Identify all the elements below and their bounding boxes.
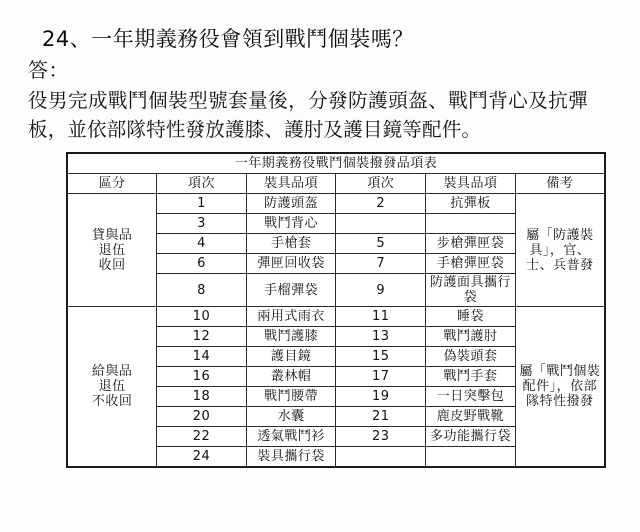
answer-label: 答： — [28, 58, 69, 82]
cell-num-1: 18 — [157, 387, 247, 407]
cell-num-2: 19 — [336, 387, 426, 407]
header-item-1: 裝具品項 — [246, 174, 336, 194]
cell-num-2: 9 — [336, 274, 426, 307]
cell-num-1: 24 — [157, 447, 247, 468]
cell-num-1: 6 — [157, 254, 247, 274]
cell-item-1: 手槍套 — [246, 234, 336, 254]
cell-num-2: 2 — [336, 194, 426, 214]
header-remark: 備考 — [515, 174, 605, 194]
question-heading: 24、一年期義務役會領到戰鬥個裝嗎？ — [42, 27, 414, 51]
group-label: 給與品 退伍 不收回 — [67, 307, 157, 468]
cell-num-2: 13 — [336, 327, 426, 347]
cell-item-2: 手槍彈匣袋 — [426, 254, 516, 274]
cell-num-2: 15 — [336, 347, 426, 367]
group-remark: 屬「戰鬥個裝配件」，依部隊特性撥發 — [515, 307, 605, 468]
cell-item-2: 鹿皮野戰靴 — [426, 407, 516, 427]
cell-item-1: 透氣戰鬥衫 — [246, 427, 336, 447]
cell-item-1: 叢林帽 — [246, 367, 336, 387]
kit-table — [66, 152, 606, 468]
table-row — [67, 307, 605, 327]
cell-item-1: 水囊 — [246, 407, 336, 427]
header-num-2: 項次 — [336, 174, 426, 194]
cell-item-2: 一日突擊包 — [426, 387, 516, 407]
cell-item-1: 防護頭盔 — [246, 194, 336, 214]
cell-item-2: 睡袋 — [426, 307, 516, 327]
cell-item-2: 多功能攜行袋 — [426, 427, 516, 447]
cell-item-2: 防護面具攜行袋 — [426, 274, 516, 307]
cell-num-1: 1 — [157, 194, 247, 214]
table-row — [67, 194, 605, 214]
cell-item-2: 步槍彈匣袋 — [426, 234, 516, 254]
cell-item-1: 手榴彈袋 — [246, 274, 336, 307]
cell-num-1: 20 — [157, 407, 247, 427]
cell-item-1: 裝具攜行袋 — [246, 447, 336, 468]
kit-table-wrapper — [66, 152, 606, 468]
cell-num-1: 8 — [157, 274, 247, 307]
cell-item-1: 彈匣回收袋 — [246, 254, 336, 274]
group-remark: 屬「防護裝具」，官、士、兵普發 — [515, 194, 605, 307]
cell-item-2 — [426, 214, 516, 234]
header-num-1: 項次 — [157, 174, 247, 194]
cell-num-2: 17 — [336, 367, 426, 387]
table-title-row — [67, 153, 605, 174]
cell-item-2: 抗彈板 — [426, 194, 516, 214]
header-item-2: 裝具品項 — [426, 174, 516, 194]
answer-body: 役男完成戰鬥個裝型號套量後，分發防護頭盔、戰鬥背心及抗彈板，並依部隊特性發放護膝、護肘及護目鏡等配件。 — [28, 89, 588, 141]
cell-num-2 — [336, 447, 426, 468]
cell-num-1: 22 — [157, 427, 247, 447]
header-category: 區分 — [67, 174, 157, 194]
cell-item-2: 偽裝頭套 — [426, 347, 516, 367]
cell-num-1: 4 — [157, 234, 247, 254]
cell-num-2: 7 — [336, 254, 426, 274]
cell-item-1: 戰鬥背心 — [246, 214, 336, 234]
cell-num-1: 16 — [157, 367, 247, 387]
group-label: 貸與品 退伍 收回 — [67, 194, 157, 307]
cell-item-1: 戰鬥腰帶 — [246, 387, 336, 407]
cell-item-2: 戰鬥手套 — [426, 367, 516, 387]
cell-num-1: 3 — [157, 214, 247, 234]
cell-num-2: 23 — [336, 427, 426, 447]
cell-item-1: 護目鏡 — [246, 347, 336, 367]
cell-num-1: 14 — [157, 347, 247, 367]
cell-item-1: 兩用式雨衣 — [246, 307, 336, 327]
cell-num-1: 10 — [157, 307, 247, 327]
table-title: 一年期義務役戰鬥個裝撥發品項表 — [67, 153, 605, 174]
cell-item-1: 戰鬥護膝 — [246, 327, 336, 347]
cell-item-2 — [426, 447, 516, 468]
cell-num-2: 5 — [336, 234, 426, 254]
table-header-row — [67, 174, 605, 194]
cell-num-1: 12 — [157, 327, 247, 347]
cell-num-2: 21 — [336, 407, 426, 427]
cell-num-2 — [336, 214, 426, 234]
cell-num-2: 11 — [336, 307, 426, 327]
cell-item-2: 戰鬥護肘 — [426, 327, 516, 347]
